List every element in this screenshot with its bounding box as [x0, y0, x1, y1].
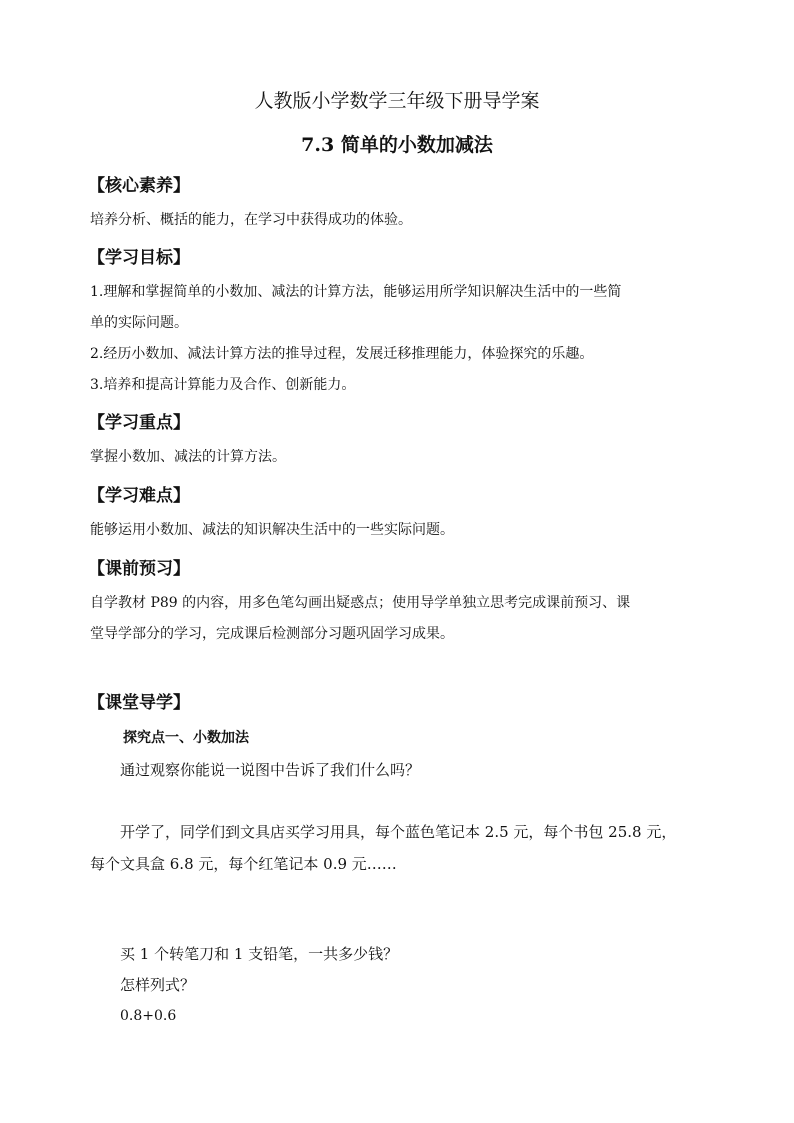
question-formula: 怎样列式？ [120, 976, 196, 994]
goal-item-3: 3.培养和提高计算能力及合作、创新能力。 [90, 377, 356, 393]
story-line-2: 每个文具盒 6.8 元，每个红笔记本 0.9 元…… [90, 855, 397, 873]
page-title: 人教版小学数学三年级下册导学案 [254, 90, 540, 112]
heading-class-guide: 【课堂导学】 [88, 693, 190, 713]
goal-item-2: 2.经历小数加、减法计算方法的推导过程，发展迁移推理能力，体验探究的乐趣。 [90, 346, 594, 362]
lesson-title: 7.3 简单的小数加减法 [301, 134, 493, 156]
difficulties-text: 能够运用小数加、减法的知识解决生活中的一些实际问题。 [90, 522, 454, 538]
preview-text-line-2: 堂导学部分的学习，完成课后检测部分习题巩固学习成果。 [90, 626, 454, 642]
heading-core-literacy: 【核心素养】 [88, 176, 190, 196]
heading-difficulties: 【学习难点】 [88, 486, 190, 506]
goal-item-1-line-2: 单的实际问题。 [90, 315, 188, 331]
core-literacy-text: 培养分析、概括的能力，在学习中获得成功的体验。 [90, 212, 412, 228]
formula-expression: 0.8+0.6 [120, 1008, 177, 1024]
question-total-cost: 买 1 个转笔刀和 1 支铅笔，一共多少钱？ [120, 945, 399, 963]
goal-item-1-line-1: 1.理解和掌握简单的小数加、减法的计算方法，能够运用所学知识解决生活中的一些简 [90, 284, 622, 300]
question-observe: 通过观察你能说一说图中告诉了我们什么吗？ [120, 761, 421, 779]
heading-preview: 【课前预习】 [88, 559, 190, 579]
heading-key-points: 【学习重点】 [88, 413, 190, 433]
key-points-text: 掌握小数加、减法的计算方法。 [90, 449, 286, 465]
heading-learning-goals: 【学习目标】 [88, 248, 190, 268]
explore-point-1: 探究点一、小数加法 [123, 730, 249, 746]
story-line-1: 开学了，同学们到文具店买学习用具，每个蓝色笔记本 2.5 元，每个书包 25.8 元， [120, 823, 677, 841]
preview-text-line-1: 自学教材 P89 的内容，用多色笔勾画出疑惑点；使用导学单独立思考完成课前预习、课 [90, 595, 631, 611]
